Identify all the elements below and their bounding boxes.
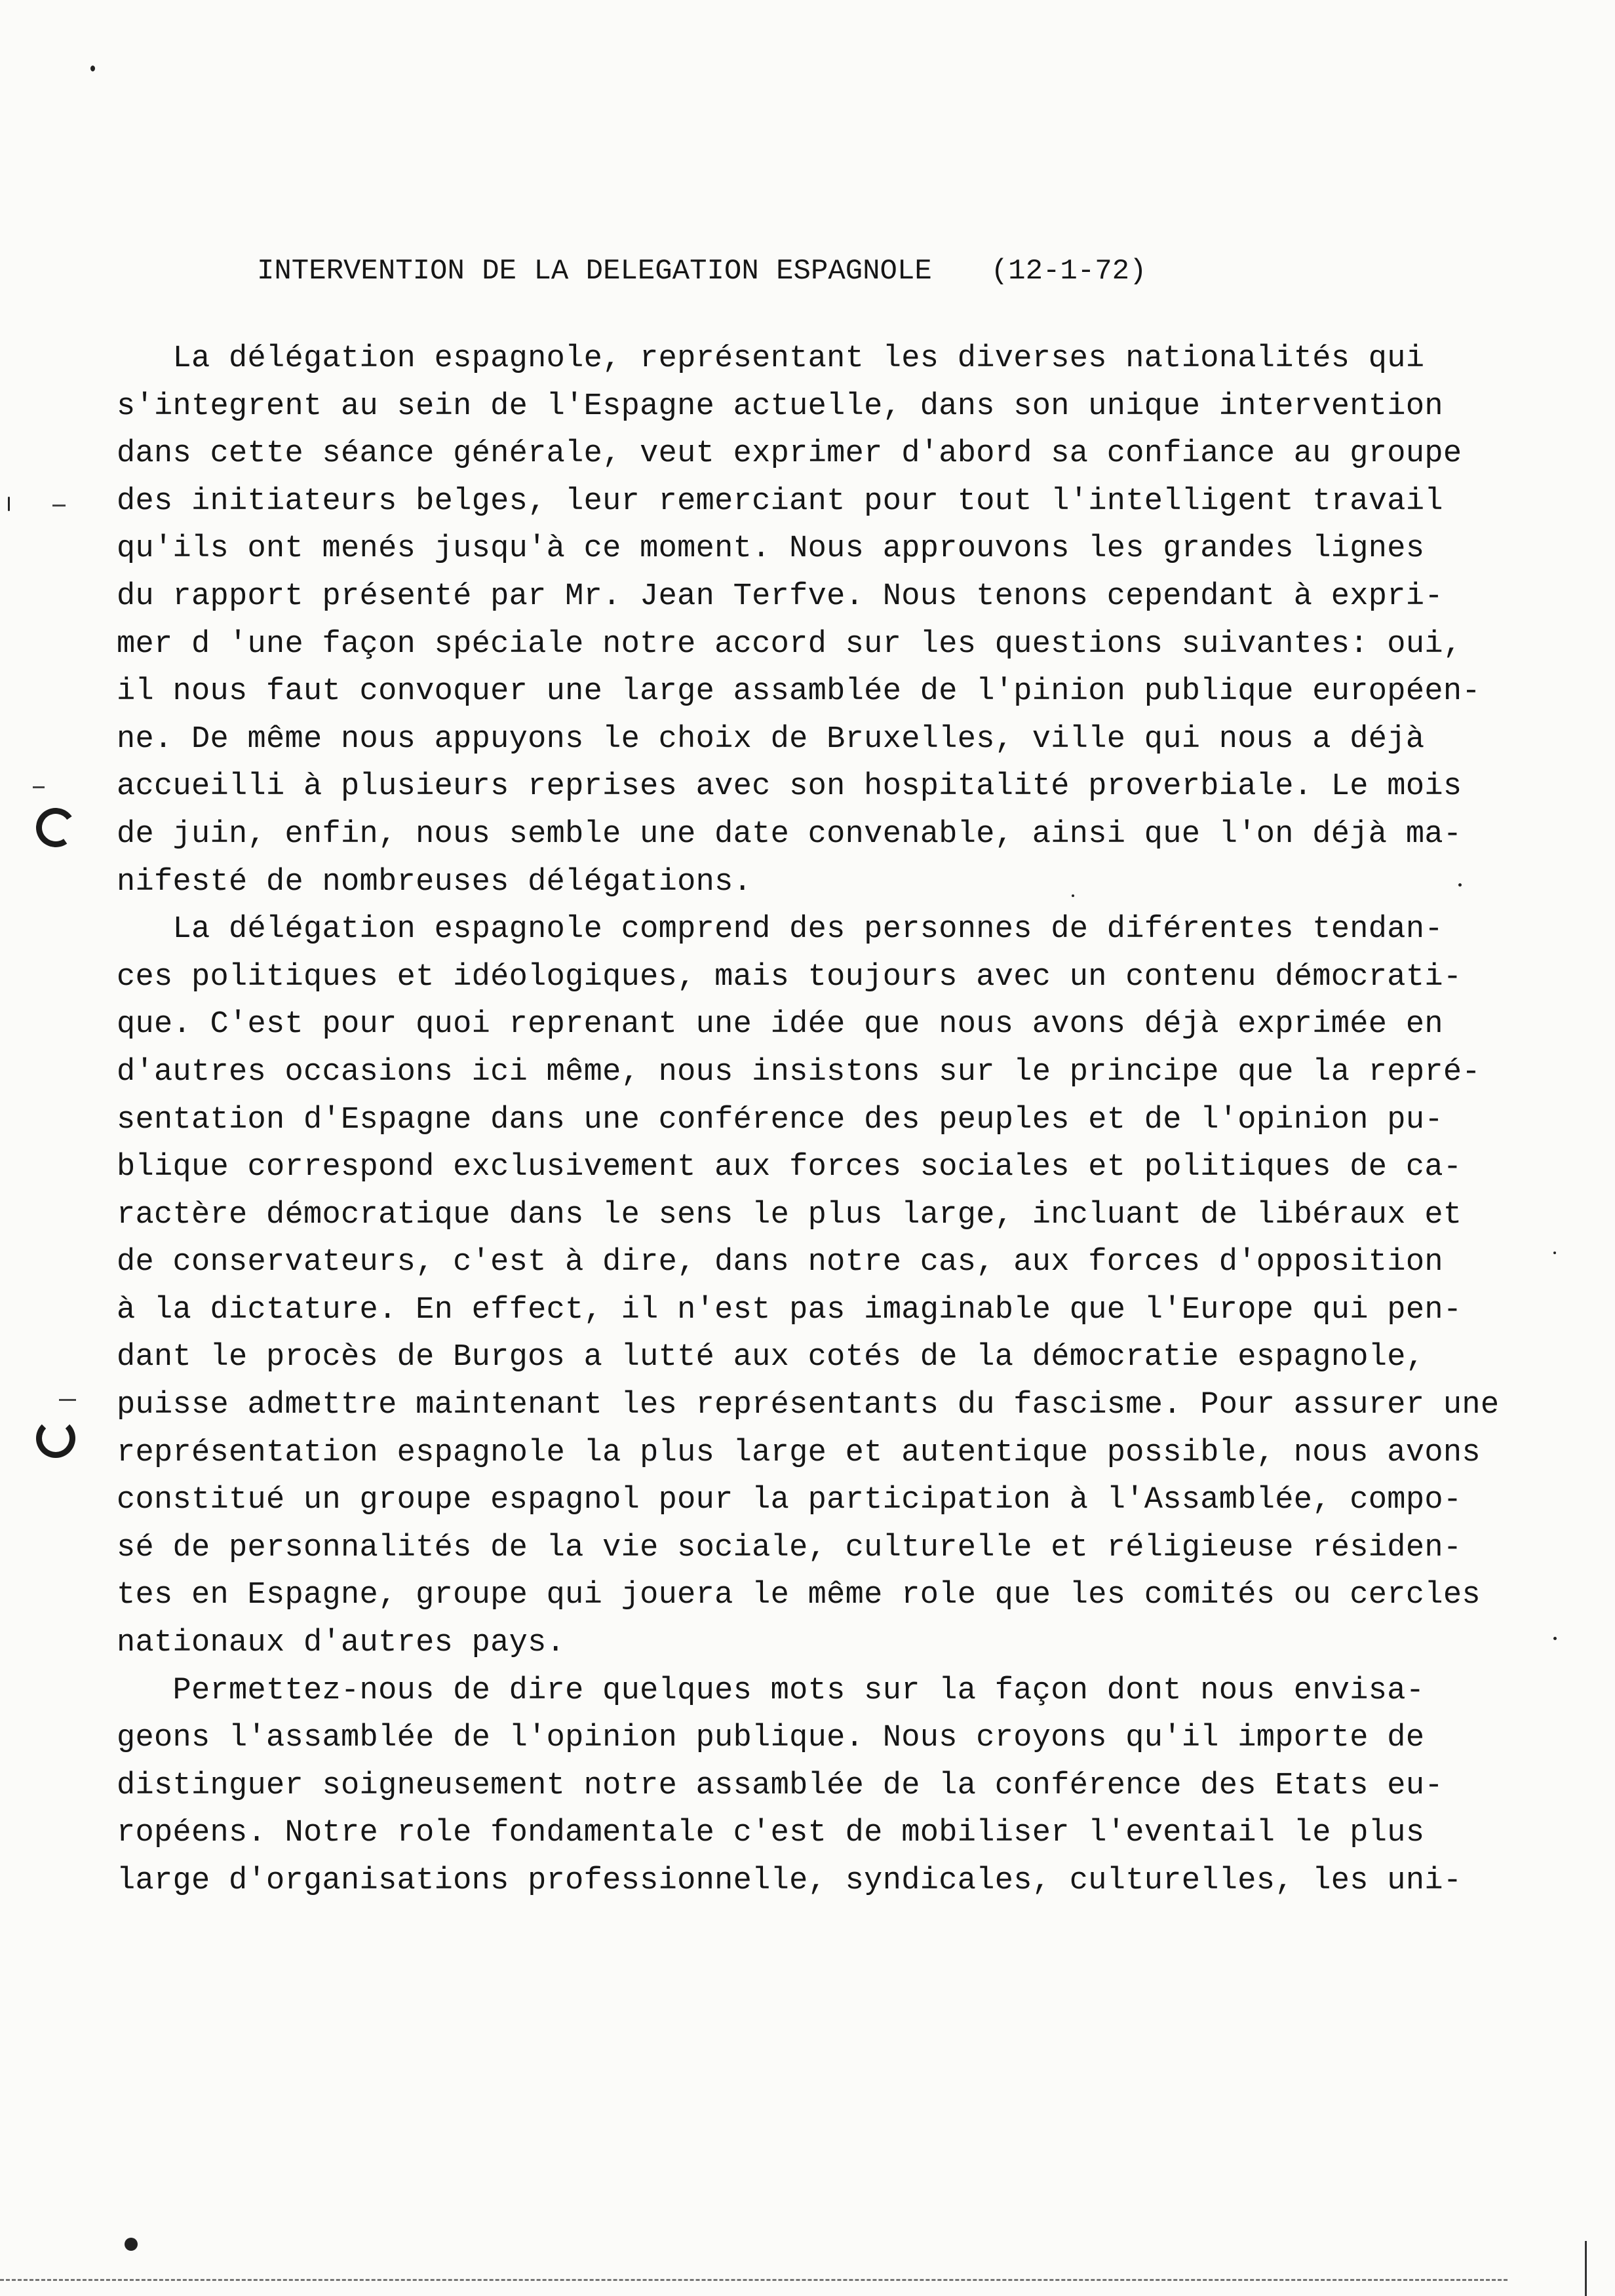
text-line: représentation espagnole la plus large et autentique possible, nous avons [117, 1435, 1481, 1470]
punch-hole-mark [33, 805, 79, 851]
speck-mark [125, 2238, 138, 2251]
text-line: ractère démocratique dans le sens le plus large, incluant de libéraux et [117, 1197, 1462, 1233]
text-line: nifesté de nombreuses délégations. [117, 864, 752, 900]
speck-mark [8, 497, 10, 511]
document-date: (12-1-72) [990, 255, 1147, 288]
text-line: puisse admettre maintenant les représentants du fascisme. Pour assurer une [117, 1388, 1500, 1423]
text-line: à la dictature. En effect, il n'est pas imaginable que l'Europe qui pen- [117, 1292, 1462, 1328]
text-line: La délégation espagnole, représentant les diverses nationalités qui [117, 341, 1425, 376]
speck-mark [90, 66, 95, 71]
text-line: distinguer soigneusement notre assamblée de la conférence des Etats eu- [117, 1768, 1443, 1803]
speck-mark [1553, 1252, 1556, 1254]
text-line: ces politiques et idéologiques, mais toujours avec un contenu démocrati- [117, 959, 1462, 995]
text-line: s'integrent au sein de l'Espagne actuelle, dans son unique intervention [117, 389, 1443, 424]
text-line: qu'ils ont menés jusqu'à ce moment. Nous approuvons les grandes lignes [117, 531, 1425, 567]
text-line: ne. De même nous appuyons le choix de Bruxelles, ville qui nous a déjà [117, 721, 1425, 757]
text-line: geons l'assamblée de l'opinion publique. Nous croyons qu'il importe de [117, 1721, 1425, 1756]
speck-mark [1072, 894, 1074, 897]
text-line: mer d 'une façon spéciale notre accord sur les questions suivantes: oui, [117, 626, 1462, 662]
speck-mark [1553, 1637, 1557, 1640]
text-line: blique correspond exclusivement aux forces sociales et politiques de ca- [117, 1150, 1462, 1185]
text-line: il nous faut convoquer une large assamblée de l'pinion publique européen- [117, 674, 1481, 710]
text-line: La délégation espagnole comprend des personnes de diférentes tendan- [117, 912, 1443, 947]
document-title: INTERVENTION DE LA DELEGATION ESPAGNOLE [257, 255, 932, 288]
text-line: de conservateurs, c'est à dire, dans notre cas, aux forces d'opposition [117, 1245, 1443, 1280]
text-line: sé de personnalités de la vie sociale, culturelle et réligieuse résiden- [117, 1530, 1462, 1565]
text-line: que. C'est pour quoi reprenant une idée que nous avons déjà exprimée en [117, 1007, 1443, 1043]
text-line: large d'organisations professionnelle, syndicales, culturelles, les uni- [117, 1864, 1462, 1898]
text-line: sentation d'Espagne dans une conférence des peuples et de l'opinion pu- [117, 1102, 1443, 1138]
document-title-line [257, 254, 1437, 288]
punch-hole-mark [36, 1419, 75, 1458]
footer-dashed-rule [0, 2279, 1508, 2281]
text-line: dans cette séance générale, veut exprimer d'abord sa confiance au groupe [117, 436, 1462, 472]
text-line: nationaux d'autres pays. [117, 1626, 566, 1661]
margin-dash-mark [33, 786, 45, 788]
text-line: constitué un groupe espagnol pour la participation à l'Assamblée, compo- [117, 1483, 1462, 1518]
text-line: du rapport présenté par Mr. Jean Terfve. Nous tenons cependant à expri- [117, 579, 1443, 614]
speck-mark [1458, 883, 1462, 887]
margin-dash-mark [59, 1399, 76, 1401]
text-line: accueilli à plusieurs reprises avec son hospitalité proverbiale. Le mois [117, 769, 1462, 805]
text-line: tes en Espagne, groupe qui jouera le même role que les comités ou cercles [117, 1578, 1481, 1613]
text-line: des initiateurs belges, leur remerciant pour tout l'intelligent travail [117, 484, 1443, 519]
text-line: ropéens. Notre role fondamentale c'est de mobiliser l'eventail le plus [117, 1816, 1425, 1851]
document-body [117, 335, 1585, 1905]
page-edge-mark [1585, 2241, 1587, 2296]
margin-dash-mark [52, 505, 66, 507]
text-line: Permettez-nous de dire quelques mots sur la façon dont nous envisa- [117, 1673, 1425, 1708]
text-line: dant le procès de Burgos a lutté aux cotés de la démocratie espagnole, [117, 1340, 1425, 1375]
text-line: de juin, enfin, nous semble une date convenable, ainsi que l'on déjà ma- [117, 816, 1462, 852]
text-line: d'autres occasions ici même, nous insistons sur le principe que la repré- [117, 1054, 1481, 1090]
